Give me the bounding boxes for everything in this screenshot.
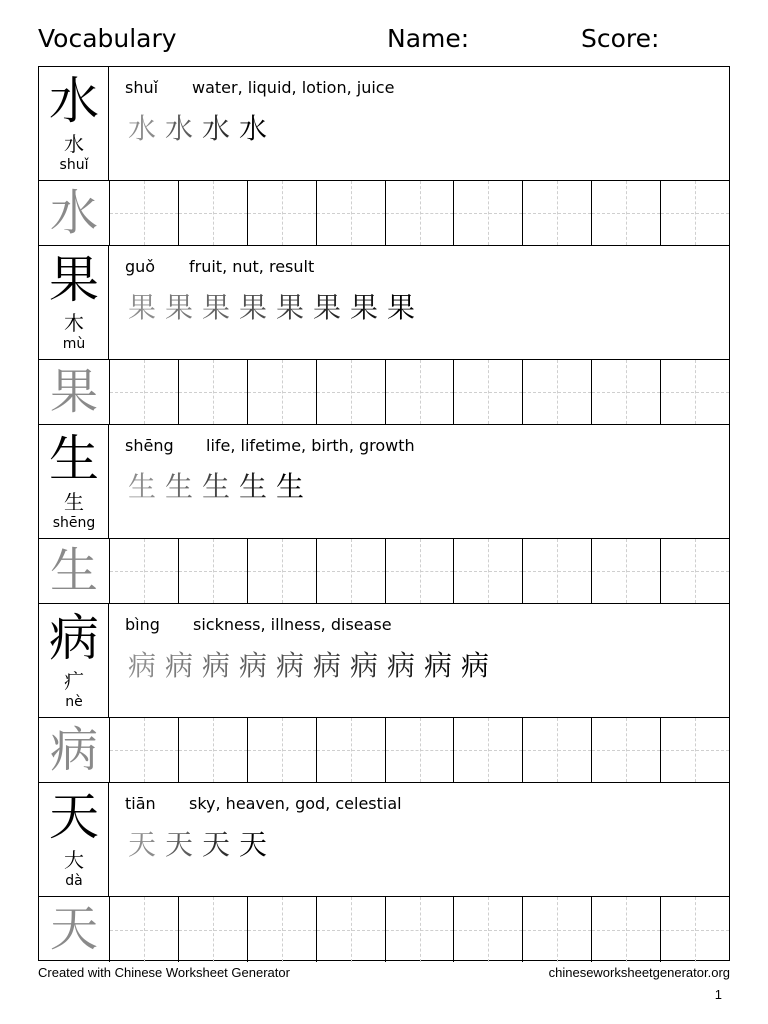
practice-cell[interactable] xyxy=(247,181,316,245)
entry-info xyxy=(39,246,729,360)
radical-pinyin: shuǐ xyxy=(59,157,89,173)
radical-pinyin: shēng xyxy=(52,515,96,531)
stroke-step: 病 xyxy=(201,649,233,682)
trace-character: 水 xyxy=(49,185,98,241)
character-column xyxy=(39,425,109,538)
practice-row xyxy=(39,181,729,246)
practice-cell[interactable] xyxy=(591,181,660,245)
footer-credit: Created with Chinese Worksheet Generator xyxy=(38,965,290,980)
meaning: fruit, nut, result xyxy=(189,257,315,276)
pinyin: tiān xyxy=(125,794,156,813)
practice-row xyxy=(39,897,729,962)
trace-character: 果 xyxy=(49,364,98,420)
practice-cell[interactable] xyxy=(385,897,454,962)
stroke-step: 天 xyxy=(201,828,233,861)
meaning: water, liquid, lotion, juice xyxy=(192,78,395,97)
stroke-step: 水 xyxy=(238,112,270,145)
practice-cell[interactable] xyxy=(178,360,247,424)
vocab-character: 果 xyxy=(49,251,99,309)
vocab-entry xyxy=(39,604,729,783)
stroke-step: 病 xyxy=(460,649,492,682)
practice-cell[interactable] xyxy=(660,539,729,603)
stroke-step: 生 xyxy=(201,470,233,503)
stroke-order xyxy=(125,109,273,149)
stroke-step: 生 xyxy=(164,470,196,503)
pinyin: bìng xyxy=(125,615,160,634)
practice-cell[interactable] xyxy=(385,539,454,603)
practice-cell[interactable] xyxy=(660,897,729,962)
stroke-step: 病 xyxy=(164,649,196,682)
vocab-entry xyxy=(39,246,729,425)
practice-row xyxy=(39,539,729,604)
stroke-step: 病 xyxy=(386,649,418,682)
trace-character: 生 xyxy=(49,543,98,599)
practice-cell[interactable] xyxy=(591,539,660,603)
trace-character: 病 xyxy=(49,722,98,778)
practice-row xyxy=(39,718,729,783)
practice-cell[interactable] xyxy=(453,718,522,782)
entry-info xyxy=(39,425,729,539)
character-column xyxy=(39,67,109,180)
meaning: sickness, illness, disease xyxy=(193,615,392,634)
radical: 木 xyxy=(64,311,84,335)
practice-cell[interactable] xyxy=(247,360,316,424)
practice-cell[interactable] xyxy=(178,539,247,603)
footer-website: chineseworksheetgenerator.org xyxy=(548,965,730,980)
vocab-character: 水 xyxy=(49,72,99,130)
radical-pinyin: dà xyxy=(65,873,83,889)
vocab-entry xyxy=(39,425,729,604)
score-label: Score: xyxy=(581,24,660,53)
practice-cell[interactable] xyxy=(109,718,178,782)
worksheet-header xyxy=(38,22,730,56)
character-column xyxy=(39,604,109,717)
stroke-step: 生 xyxy=(275,470,307,503)
stroke-step: 果 xyxy=(127,291,159,324)
pinyin: guǒ xyxy=(125,257,156,276)
worksheet-title: Vocabulary xyxy=(38,24,177,53)
stroke-step: 果 xyxy=(201,291,233,324)
practice-cell[interactable] xyxy=(385,181,454,245)
practice-cell[interactable] xyxy=(660,718,729,782)
page-number: 1 xyxy=(714,987,722,1002)
stroke-step: 天 xyxy=(127,828,159,861)
practice-cell[interactable] xyxy=(316,360,385,424)
practice-cell[interactable] xyxy=(109,897,178,962)
stroke-step: 水 xyxy=(201,112,233,145)
practice-row xyxy=(39,360,729,425)
character-column xyxy=(39,246,109,359)
stroke-step: 天 xyxy=(238,828,270,861)
stroke-step: 果 xyxy=(275,291,307,324)
practice-cell[interactable] xyxy=(522,897,591,962)
stroke-step: 生 xyxy=(127,470,159,503)
practice-cell[interactable] xyxy=(178,718,247,782)
stroke-step: 病 xyxy=(127,649,159,682)
practice-cell[interactable] xyxy=(660,181,729,245)
stroke-step: 生 xyxy=(238,470,270,503)
practice-cell[interactable] xyxy=(109,539,178,603)
stroke-step: 果 xyxy=(238,291,270,324)
practice-cell[interactable] xyxy=(385,718,454,782)
practice-cells xyxy=(109,897,729,962)
practice-cells xyxy=(109,539,729,603)
practice-cell[interactable] xyxy=(178,181,247,245)
stroke-order xyxy=(125,646,495,686)
stroke-step: 果 xyxy=(386,291,418,324)
practice-cell[interactable] xyxy=(522,360,591,424)
practice-cell[interactable] xyxy=(247,897,316,962)
practice-cell[interactable] xyxy=(385,360,454,424)
stroke-order xyxy=(125,825,273,865)
meaning: life, lifetime, birth, growth xyxy=(206,436,415,455)
vocab-character: 天 xyxy=(49,788,99,846)
radical-pinyin: mù xyxy=(62,336,86,352)
practice-cell[interactable] xyxy=(178,897,247,962)
practice-cell[interactable] xyxy=(591,897,660,962)
stroke-order xyxy=(125,467,310,507)
stroke-step: 果 xyxy=(164,291,196,324)
entry-info xyxy=(39,604,729,718)
entry-info xyxy=(39,783,729,897)
practice-cell[interactable] xyxy=(316,539,385,603)
practice-cell[interactable] xyxy=(591,718,660,782)
stroke-step: 果 xyxy=(312,291,344,324)
vocab-entry xyxy=(39,783,729,962)
practice-cell[interactable] xyxy=(247,718,316,782)
stroke-step: 病 xyxy=(238,649,270,682)
stroke-step: 果 xyxy=(349,291,381,324)
stroke-step: 病 xyxy=(312,649,344,682)
pinyin: shēng xyxy=(125,436,174,455)
stroke-step: 病 xyxy=(349,649,381,682)
radical: 生 xyxy=(64,490,84,514)
vocab-character: 病 xyxy=(49,609,99,667)
practice-cell[interactable] xyxy=(453,897,522,962)
practice-cell[interactable] xyxy=(522,718,591,782)
practice-cell[interactable] xyxy=(453,539,522,603)
practice-cells xyxy=(109,181,729,245)
pinyin: shuǐ xyxy=(125,78,159,97)
stroke-step: 天 xyxy=(164,828,196,861)
radical-pinyin: nè xyxy=(65,694,83,710)
practice-cell[interactable] xyxy=(522,181,591,245)
radical: 大 xyxy=(64,848,84,872)
radical: 水 xyxy=(64,132,84,156)
practice-cell[interactable] xyxy=(591,360,660,424)
trace-character: 天 xyxy=(49,901,98,957)
practice-cell[interactable] xyxy=(522,539,591,603)
practice-cell[interactable] xyxy=(247,539,316,603)
practice-cell[interactable] xyxy=(453,360,522,424)
stroke-step: 病 xyxy=(423,649,455,682)
practice-cells xyxy=(109,360,729,424)
vocab-entry xyxy=(39,67,729,246)
stroke-step: 水 xyxy=(164,112,196,145)
practice-cell[interactable] xyxy=(316,718,385,782)
character-column xyxy=(39,783,109,896)
stroke-step: 水 xyxy=(127,112,159,145)
vocab-character: 生 xyxy=(49,430,99,488)
practice-cells xyxy=(109,718,729,782)
stroke-order xyxy=(125,288,421,328)
practice-cell[interactable] xyxy=(109,360,178,424)
practice-cell[interactable] xyxy=(109,181,178,245)
meaning: sky, heaven, god, celestial xyxy=(189,794,402,813)
practice-cell[interactable] xyxy=(316,897,385,962)
practice-cell[interactable] xyxy=(660,360,729,424)
name-label: Name: xyxy=(387,24,470,53)
vocabulary-sheet xyxy=(38,66,730,961)
practice-cell[interactable] xyxy=(453,181,522,245)
entry-info xyxy=(39,67,729,181)
radical: 疒 xyxy=(64,669,84,693)
stroke-step: 病 xyxy=(275,649,307,682)
practice-cell[interactable] xyxy=(316,181,385,245)
